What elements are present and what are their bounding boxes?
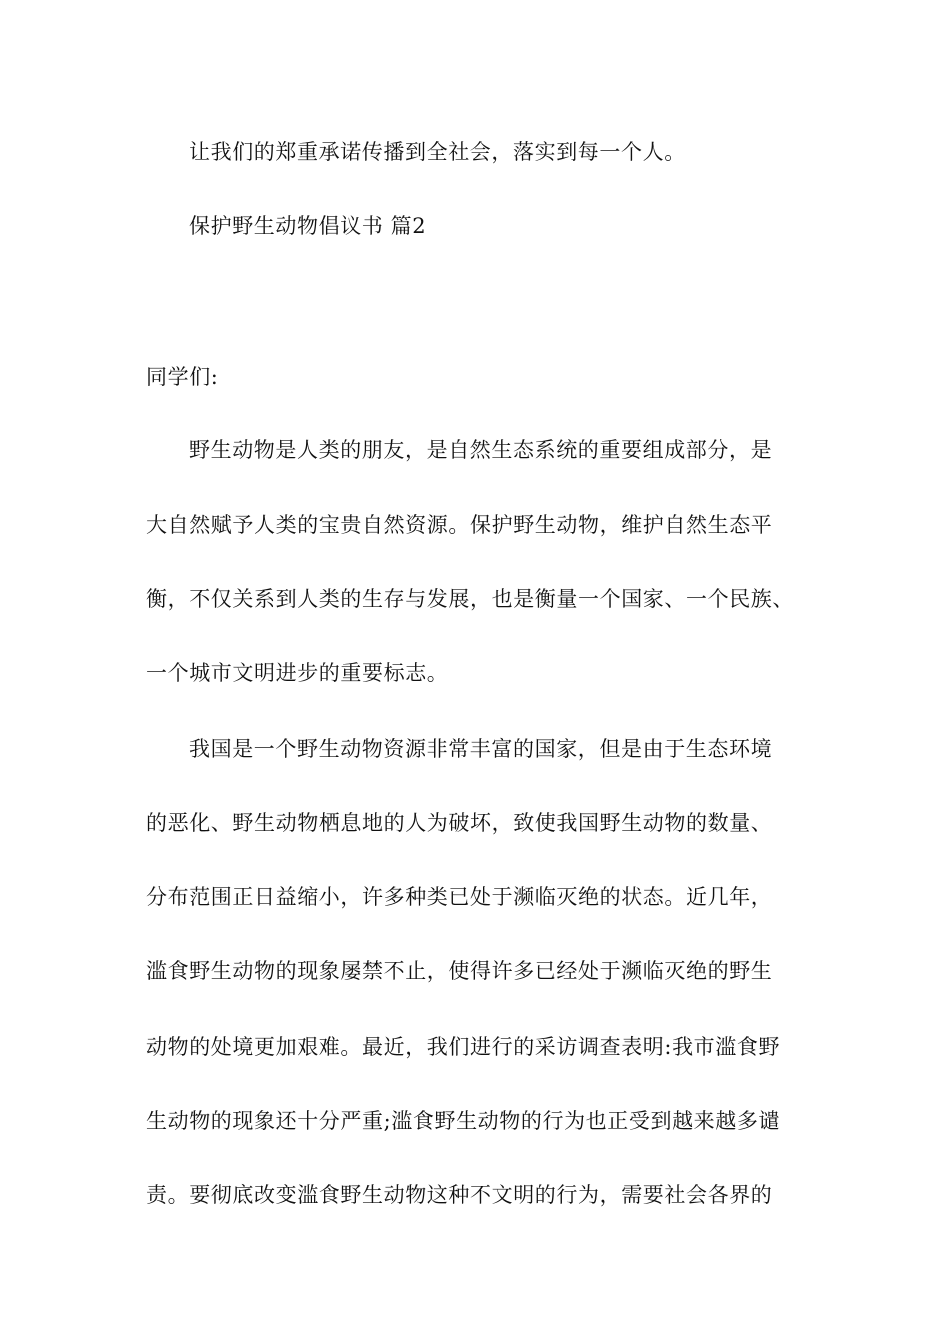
paragraph-line: 责。要彻底改变滥食野生动物这种不文明的行为，需要社会各界的 [146, 1183, 773, 1207]
paragraph-line: 的恶化、野生动物栖息地的人为破坏，致使我国野生动物的数量、 [146, 811, 773, 835]
paragraph-line: 衡，不仅关系到人类的生存与发展，也是衡量一个国家、一个民族、 [146, 587, 794, 611]
section-heading: 保护野生动物倡议书 篇2 [189, 214, 427, 238]
paragraph-line: 大自然赋予人类的宝贵自然资源。保护野生动物，维护自然生态平 [146, 513, 773, 537]
paragraph-line: 滥食野生动物的现象屡禁不止，使得许多已经处于濒临灭绝的野生 [146, 959, 773, 983]
paragraph-line: 分布范围正日益缩小，许多种类已处于濒临灭绝的状态。近几年， [146, 885, 773, 909]
paragraph-line: 生动物的现象还十分严重;滥食野生动物的行为也正受到越来越多谴 [146, 1109, 781, 1133]
paragraph-line: 野生动物是人类的朋友，是自然生态系统的重要组成部分，是 [189, 438, 773, 462]
paragraph-line: 让我们的郑重承诺传播到全社会，落实到每一个人。 [189, 140, 686, 164]
salutation: 同学们: [146, 365, 219, 389]
paragraph-line: 一个城市文明进步的重要标志。 [146, 661, 449, 685]
paragraph-line: 我国是一个野生动物资源非常丰富的国家，但是由于生态环境 [189, 737, 773, 761]
paragraph-line: 动物的处境更加艰难。最近，我们进行的采访调查表明:我市滥食野 [146, 1035, 781, 1059]
